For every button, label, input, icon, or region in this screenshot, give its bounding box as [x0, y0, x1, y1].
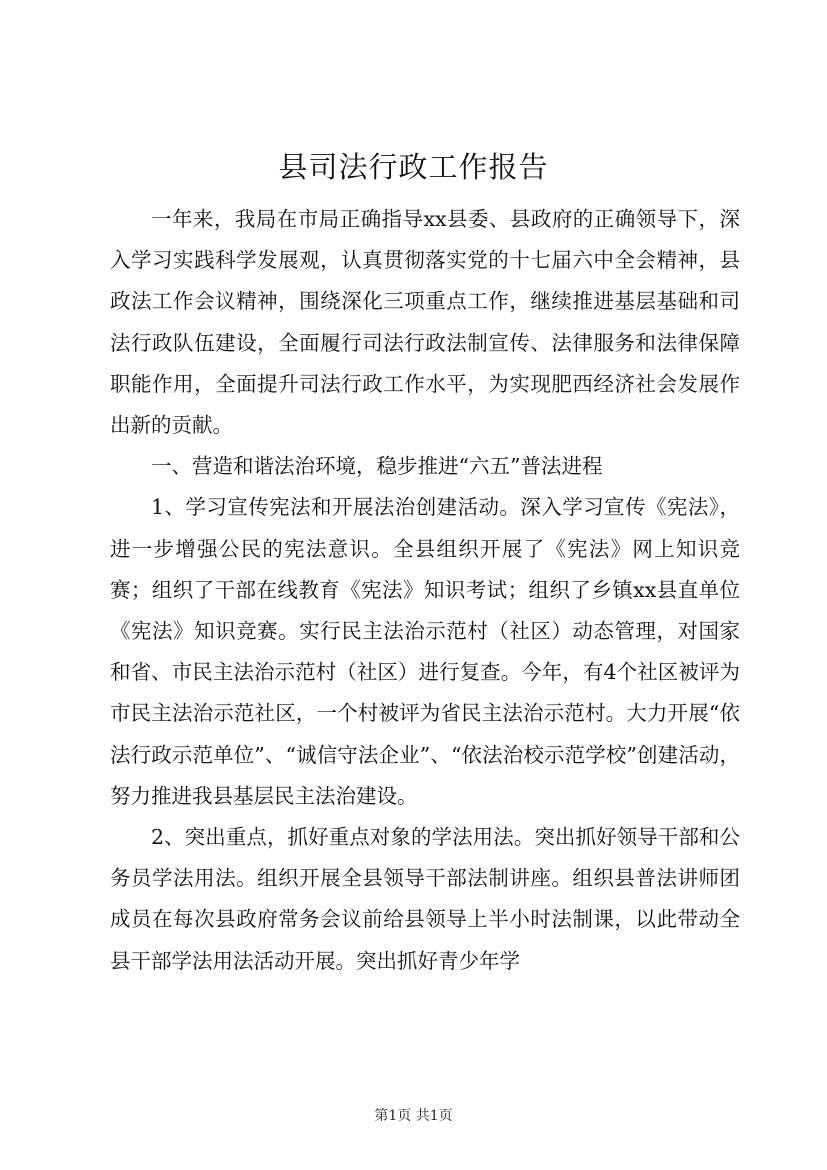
page-footer: 第1页 共1页: [374, 1108, 453, 1124]
paragraph-item-1: 1、学习宣传宪法和开展法治创建活动。深入学习宣传《宪法》，进一步增强公民的宪法意识。全县组织开展了《宪法》网上知识竞赛；组织了干部在线教育《宪法》知识考试；组织了乡镇xx县直单位《宪法》知识竞赛。实行民主法治示范村（社区）动态管理，对国家和省、市民主法治示范村（社区）进行复查。今年，有4个社区被评为市民主法治示范社区，一个村被评为省民主法治示范村。大力开展“依法行政示范单位”、“诚信守法企业”、“依法治校示范学校”创建活动，努力推进我县基层民主法治建设。: [110, 495, 740, 808]
document-body: [110, 199, 740, 982]
paragraph-item-2: 2、突出重点，抓好重点对象的学法用法。突出抓好领导干部和公务员学法用法。组织开展全县领导干部法制讲座。组织县普法讲师团成员在每次县政府常务会议前给县领导上半小时法制课，以此带动全县干部学法用法活动开展。突出抓好青少年学: [110, 825, 740, 973]
document-title: 县司法行政工作报告: [278, 150, 549, 184]
section-heading-1: 一、营造和谐法治环境，稳步推进“六五”普法进程: [151, 454, 603, 479]
paragraph-intro: 一年来，我局在市局正确指导xx县委、县政府的正确领导下，深入学习实践科学发展观，认真贯彻落实党的十七届六中全会精神，县政法工作会议精神，围绕深化三项重点工作，继续推进基层基础和司法行政队伍建设，全面履行司法行政法制宣传、法律服务和法律保障职能作用，全面提升司法行政工作水平，为实现肥西经济社会发展作出新的贡献。: [110, 207, 740, 438]
